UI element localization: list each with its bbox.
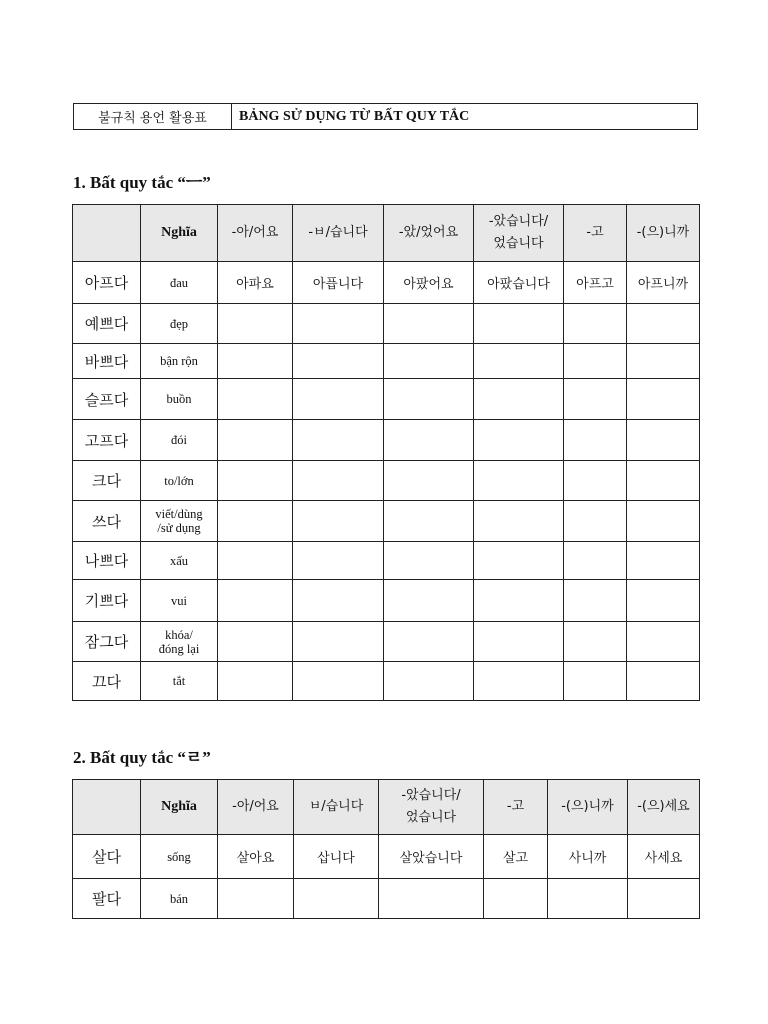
conjugation-cell: [627, 542, 700, 580]
conjugation-cell: [384, 580, 474, 622]
conjugation-cell: [218, 622, 293, 662]
word-cell: 끄다: [73, 662, 141, 701]
conjugation-cell: [627, 622, 700, 662]
conjugation-cell: 아프고: [564, 262, 627, 304]
conjugation-cell: [627, 461, 700, 501]
conjugation-cell: [384, 501, 474, 542]
header-cell: -(으)세요: [628, 780, 700, 835]
meaning-cell: vui: [141, 580, 218, 622]
conjugation-cell: [627, 662, 700, 701]
table-row: [73, 304, 700, 344]
conjugation-cell: [474, 580, 564, 622]
table-row: [73, 344, 700, 379]
conjugation-cell: [218, 344, 293, 379]
conjugation-cell: [218, 580, 293, 622]
conjugation-cell: [474, 662, 564, 701]
header-cell: [73, 780, 141, 835]
word-cell: 슬프다: [73, 379, 141, 420]
conjugation-cell: [564, 542, 627, 580]
conjugation-cell: [474, 461, 564, 501]
conjugation-cell: [384, 461, 474, 501]
conjugation-cell: [474, 501, 564, 542]
table-row: [73, 379, 700, 420]
meaning-cell: đẹp: [141, 304, 218, 344]
conjugation-cell: [628, 879, 700, 919]
word-cell: 크다: [73, 461, 141, 501]
word-cell: 기쁘다: [73, 580, 141, 622]
meaning-cell: khóa/ đóng lại: [141, 622, 218, 662]
word-cell: 아프다: [73, 262, 141, 304]
word-cell: 잠그다: [73, 622, 141, 662]
conjugation-cell: 살았습니다: [379, 835, 484, 879]
conjugation-cell: [474, 379, 564, 420]
conjugation-cell: [384, 420, 474, 461]
conjugation-cell: [218, 879, 294, 919]
word-cell: 고프다: [73, 420, 141, 461]
conjugation-cell: [293, 379, 384, 420]
conjugation-cell: [564, 379, 627, 420]
table-row: [73, 835, 700, 879]
conjugation-cell: 아팠어요: [384, 262, 474, 304]
conjugation-cell: [293, 420, 384, 461]
word-cell: 쓰다: [73, 501, 141, 542]
conjugation-cell: [474, 622, 564, 662]
conjugation-cell: [548, 879, 628, 919]
header-cell: -았습니다/ 었습니다: [474, 205, 564, 262]
conjugation-cell: [564, 344, 627, 379]
header-cell: [73, 205, 141, 262]
conjugation-cell: [384, 379, 474, 420]
conjugation-cell: [218, 461, 293, 501]
meaning-cell: buồn: [141, 379, 218, 420]
conjugation-cell: [627, 379, 700, 420]
header-cell: -(으)니까: [627, 205, 700, 262]
conjugation-cell: [474, 420, 564, 461]
conjugation-cell: [218, 420, 293, 461]
meaning-cell: to/lớn: [141, 461, 218, 501]
conjugation-cell: 살고: [484, 835, 548, 879]
conjugation-cell: [384, 662, 474, 701]
conjugation-cell: [293, 580, 384, 622]
word-cell: 예쁘다: [73, 304, 141, 344]
conjugation-cell: [293, 344, 384, 379]
meaning-cell: xấu: [141, 542, 218, 580]
conjugation-cell: [293, 622, 384, 662]
title-vietnamese: BẢNG SỬ DỤNG TỪ BẤT QUY TẮC: [239, 108, 470, 124]
table-row: [73, 662, 700, 701]
conjugation-cell: [564, 420, 627, 461]
conjugation-cell: [474, 304, 564, 344]
table-row: [73, 461, 700, 501]
conjugation-cell: 사세요: [628, 835, 700, 879]
conjugation-cell: [218, 501, 293, 542]
table-row: [73, 542, 700, 580]
conjugation-cell: [384, 344, 474, 379]
conjugation-cell: [627, 580, 700, 622]
conjugation-cell: [564, 580, 627, 622]
conjugation-cell: [564, 501, 627, 542]
header-cell: -았습니다/ 었습니다: [379, 780, 484, 835]
meaning-cell: tắt: [141, 662, 218, 701]
word-cell: 살다: [73, 835, 141, 879]
conjugation-cell: 삽니다: [294, 835, 379, 879]
conjugation-cell: [564, 622, 627, 662]
conjugation-cell: [293, 304, 384, 344]
header-meaning: Nghĩa: [141, 205, 218, 262]
header-cell: -아/어요: [218, 780, 294, 835]
conjugation-cell: 아팠습니다: [474, 262, 564, 304]
title-korean: 불규칙 용언 활용표: [74, 104, 232, 129]
meaning-cell: bán: [141, 879, 218, 919]
conjugation-cell: 아프니까: [627, 262, 700, 304]
conjugation-cell: [564, 461, 627, 501]
conjugation-cell: 사니까: [548, 835, 628, 879]
header-cell: -아/어요: [218, 205, 293, 262]
conjugation-cell: [564, 662, 627, 701]
conjugation-cell: [627, 344, 700, 379]
conjugation-cell: [218, 662, 293, 701]
table-row: [73, 420, 700, 461]
word-cell: 바쁘다: [73, 344, 141, 379]
conjugation-cell: [484, 879, 548, 919]
word-cell: 팔다: [73, 879, 141, 919]
section1-header-row: [73, 205, 700, 262]
header-cell: ㅂ/습니다: [294, 780, 379, 835]
header-cell: -(으)니까: [548, 780, 628, 835]
meaning-cell: đói: [141, 420, 218, 461]
meaning-cell: đau: [141, 262, 218, 304]
conjugation-cell: [474, 344, 564, 379]
section2-header-row: [73, 780, 700, 835]
meaning-cell: viết/dùng /sử dụng: [141, 501, 218, 542]
header-meaning: Nghĩa: [141, 780, 218, 835]
word-cell: 나쁘다: [73, 542, 141, 580]
table-row: [73, 879, 700, 919]
header-cell: -고: [484, 780, 548, 835]
table-row: [73, 262, 700, 304]
conjugation-cell: [384, 542, 474, 580]
conjugation-cell: [627, 420, 700, 461]
conjugation-cell: [293, 461, 384, 501]
conjugation-cell: [218, 542, 293, 580]
section2-heading: 2. Bất quy tắc “ㄹ”: [73, 748, 211, 767]
conjugation-cell: [384, 622, 474, 662]
header-cell: -았/었어요: [384, 205, 474, 262]
conjugation-cell: [384, 304, 474, 344]
section1-table: [72, 204, 700, 701]
conjugation-cell: [627, 501, 700, 542]
conjugation-cell: 아파요: [218, 262, 293, 304]
conjugation-cell: [293, 501, 384, 542]
conjugation-cell: [379, 879, 484, 919]
conjugation-cell: [218, 379, 293, 420]
conjugation-cell: [293, 542, 384, 580]
table-row: [73, 580, 700, 622]
conjugation-cell: [627, 304, 700, 344]
section1-heading: 1. Bất quy tắc “ㅡ”: [73, 173, 211, 192]
header-cell: -고: [564, 205, 627, 262]
conjugation-cell: [564, 304, 627, 344]
conjugation-cell: 아픕니다: [293, 262, 384, 304]
header-cell: -ㅂ/습니다: [293, 205, 384, 262]
meaning-cell: sống: [141, 835, 218, 879]
table-row: [73, 501, 700, 542]
conjugation-cell: [218, 304, 293, 344]
conjugation-cell: 살아요: [218, 835, 294, 879]
section2-table: [72, 779, 700, 919]
conjugation-cell: [294, 879, 379, 919]
meaning-cell: bận rộn: [141, 344, 218, 379]
conjugation-cell: [474, 542, 564, 580]
conjugation-cell: [293, 662, 384, 701]
title-box: [73, 103, 698, 130]
table-row: [73, 622, 700, 662]
